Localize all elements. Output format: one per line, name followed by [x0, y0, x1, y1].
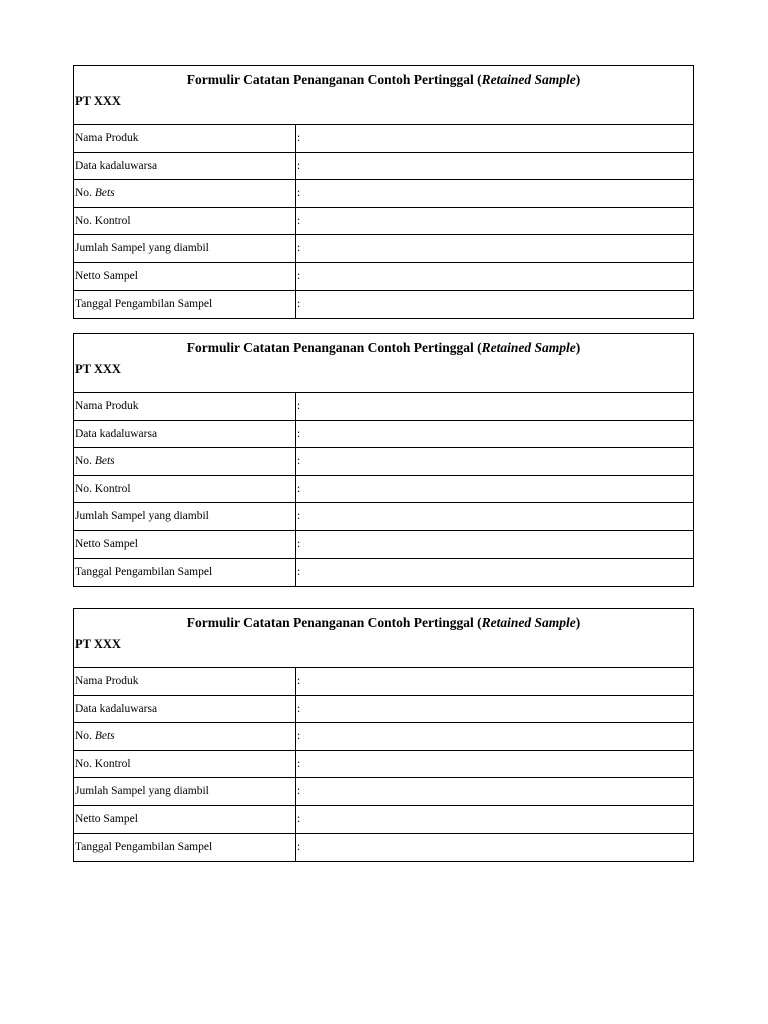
- form-header: [74, 66, 693, 125]
- form-title: [74, 340, 693, 356]
- field-value[interactable]: :: [297, 510, 301, 523]
- form-title-end: ): [575, 615, 581, 630]
- field-label: Jumlah Sampel yang diambil: [74, 778, 296, 805]
- field-value[interactable]: :: [297, 214, 301, 227]
- form-row-netto-sampel: [74, 531, 693, 559]
- form-row-jumlah-sampel: [74, 778, 693, 806]
- field-label: Tanggal Pengambilan Sampel: [74, 834, 296, 862]
- form-title: [74, 615, 693, 631]
- field-value[interactable]: :: [297, 482, 301, 495]
- field-value[interactable]: :: [297, 400, 301, 412]
- field-value[interactable]: :: [297, 675, 301, 687]
- field-value[interactable]: :: [297, 840, 301, 853]
- field-value[interactable]: :: [297, 159, 301, 172]
- field-label: Netto Sampel: [74, 806, 296, 833]
- field-label: Jumlah Sampel yang diambil: [74, 235, 296, 262]
- field-value[interactable]: :: [297, 537, 301, 550]
- field-label: No. Kontrol: [74, 208, 296, 235]
- field-value[interactable]: :: [297, 785, 301, 798]
- field-value[interactable]: :: [297, 702, 301, 715]
- form-title-end: ): [575, 340, 581, 355]
- form-row-data-kadaluwarsa: [74, 421, 693, 449]
- form-title-text: Formulir Catatan Penanganan Contoh Pertinggal (: [186, 72, 482, 87]
- field-label: Tanggal Pengambilan Sampel: [74, 559, 296, 587]
- field-label: Data kadaluwarsa: [74, 421, 296, 448]
- form-row-tanggal-pengambilan: [74, 834, 693, 862]
- field-label: No. Bets: [74, 448, 296, 475]
- form-row-jumlah-sampel: [74, 235, 693, 263]
- field-label: Nama Produk: [74, 668, 296, 695]
- form-header: [74, 609, 693, 668]
- form-row-data-kadaluwarsa: [74, 153, 693, 181]
- form-row-jumlah-sampel: [74, 503, 693, 531]
- form-row-nama-produk: [74, 125, 693, 153]
- field-value[interactable]: :: [297, 187, 301, 200]
- form-row-no-bets: [74, 448, 693, 476]
- form-row-nama-produk: [74, 393, 693, 421]
- form-title-italic: Retained Sample: [481, 340, 576, 355]
- form-title-end: ): [575, 72, 581, 87]
- field-label: No. Kontrol: [74, 751, 296, 778]
- field-value[interactable]: :: [297, 565, 301, 578]
- retained-sample-form-3: [73, 608, 694, 862]
- field-label: Nama Produk: [74, 393, 296, 420]
- field-value[interactable]: :: [297, 730, 301, 743]
- company-name: PT XXX: [75, 362, 121, 376]
- form-title-italic: Retained Sample: [481, 615, 576, 630]
- form-title-text: Formulir Catatan Penanganan Contoh Pertinggal (: [186, 615, 482, 630]
- field-label: Netto Sampel: [74, 263, 296, 290]
- field-label: No. Bets: [74, 180, 296, 207]
- retained-sample-form-2: [73, 333, 694, 587]
- form-row-netto-sampel: [74, 806, 693, 834]
- form-row-data-kadaluwarsa: [74, 696, 693, 724]
- field-value[interactable]: :: [297, 757, 301, 770]
- form-row-no-kontrol: [74, 751, 693, 779]
- company-name: PT XXX: [75, 94, 121, 108]
- form-row-netto-sampel: [74, 263, 693, 291]
- field-label: No. Bets: [74, 723, 296, 750]
- field-label: Netto Sampel: [74, 531, 296, 558]
- company-name: PT XXX: [75, 637, 121, 651]
- field-value[interactable]: :: [297, 269, 301, 282]
- field-label: No. Kontrol: [74, 476, 296, 503]
- form-title: [74, 72, 693, 88]
- form-row-no-kontrol: [74, 476, 693, 504]
- form-row-tanggal-pengambilan: [74, 559, 693, 587]
- form-title-italic: Retained Sample: [481, 72, 576, 87]
- form-row-no-kontrol: [74, 208, 693, 236]
- field-value[interactable]: :: [297, 242, 301, 255]
- form-row-no-bets: [74, 180, 693, 208]
- field-label: Data kadaluwarsa: [74, 153, 296, 180]
- form-row-no-bets: [74, 723, 693, 751]
- field-value[interactable]: :: [297, 427, 301, 440]
- field-label: Nama Produk: [74, 125, 296, 152]
- form-row-tanggal-pengambilan: [74, 291, 693, 319]
- form-title-text: Formulir Catatan Penanganan Contoh Pertinggal (: [186, 340, 482, 355]
- field-value[interactable]: :: [297, 297, 301, 310]
- field-label: Tanggal Pengambilan Sampel: [74, 291, 296, 319]
- retained-sample-form-1: [73, 65, 694, 319]
- form-header: [74, 334, 693, 393]
- field-value[interactable]: :: [297, 132, 301, 144]
- field-value[interactable]: :: [297, 455, 301, 468]
- form-row-nama-produk: [74, 668, 693, 696]
- field-label: Jumlah Sampel yang diambil: [74, 503, 296, 530]
- field-value[interactable]: :: [297, 812, 301, 825]
- field-label: Data kadaluwarsa: [74, 696, 296, 723]
